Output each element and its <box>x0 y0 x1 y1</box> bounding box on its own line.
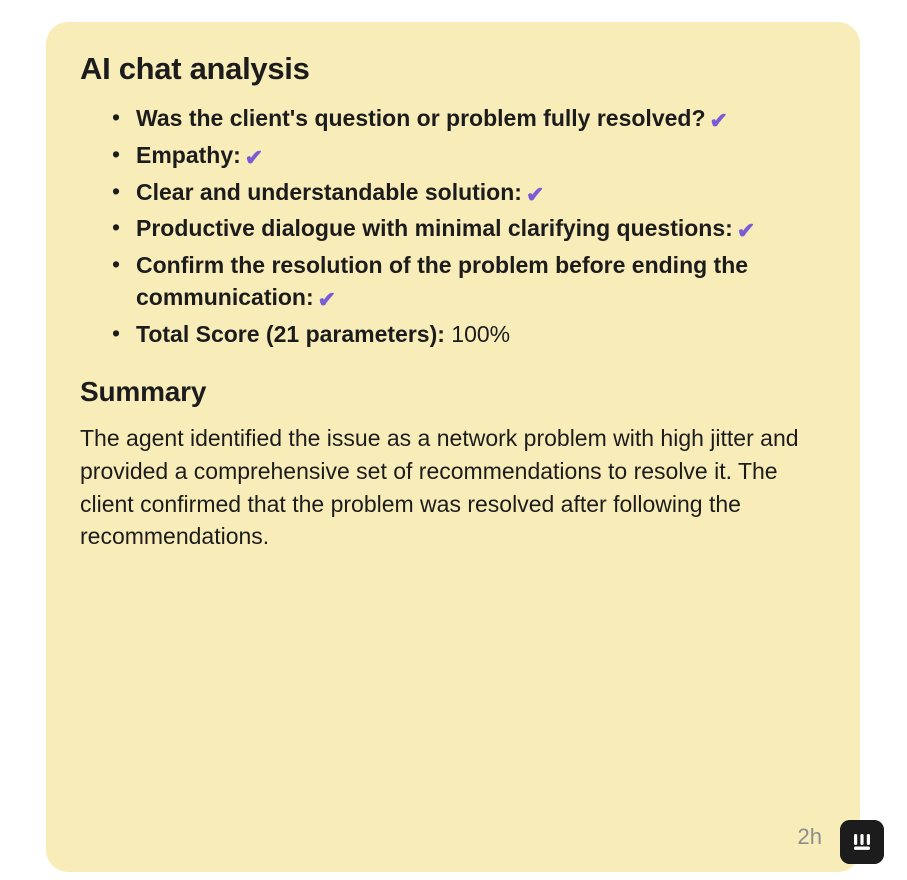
criterion-label: Total Score (21 parameters): <box>136 320 445 347</box>
criterion-label: Empathy: <box>136 141 241 168</box>
summary-heading: Summary <box>80 376 207 408</box>
criterion-value: 100% <box>451 320 511 347</box>
list-item <box>136 103 826 135</box>
criterion-label: Was the client's question or problem fully resolved? <box>136 105 706 132</box>
check-icon: ✔ <box>709 108 728 134</box>
criteria-list <box>80 103 826 350</box>
criterion-label: Confirm the resolution of the problem before ending the communication: <box>136 252 749 310</box>
check-icon: ✔ <box>244 144 264 170</box>
check-icon: ✔ <box>736 218 756 244</box>
timestamp: 2h <box>797 824 822 849</box>
page-title: AI chat analysis <box>80 51 310 86</box>
list-item <box>136 140 826 172</box>
list-item <box>136 250 826 313</box>
check-icon: ✔ <box>317 286 337 312</box>
check-icon: ✔ <box>525 181 545 207</box>
summary-text: The agent identified the issue as a network problem with high jitter and provided a comprehensive set of recommendations to resolve it. The client confirmed that the problem was resolved after following the recommendations. <box>80 425 799 550</box>
list-item <box>136 319 826 351</box>
ai-chat-analysis-card <box>46 22 860 872</box>
list-item <box>136 177 826 209</box>
criterion-label: Clear and understandable solution: <box>136 178 522 205</box>
list-item <box>136 213 826 245</box>
criterion-label: Productive dialogue with minimal clarifying questions: <box>136 215 733 242</box>
chat-app-icon[interactable] <box>840 820 884 864</box>
